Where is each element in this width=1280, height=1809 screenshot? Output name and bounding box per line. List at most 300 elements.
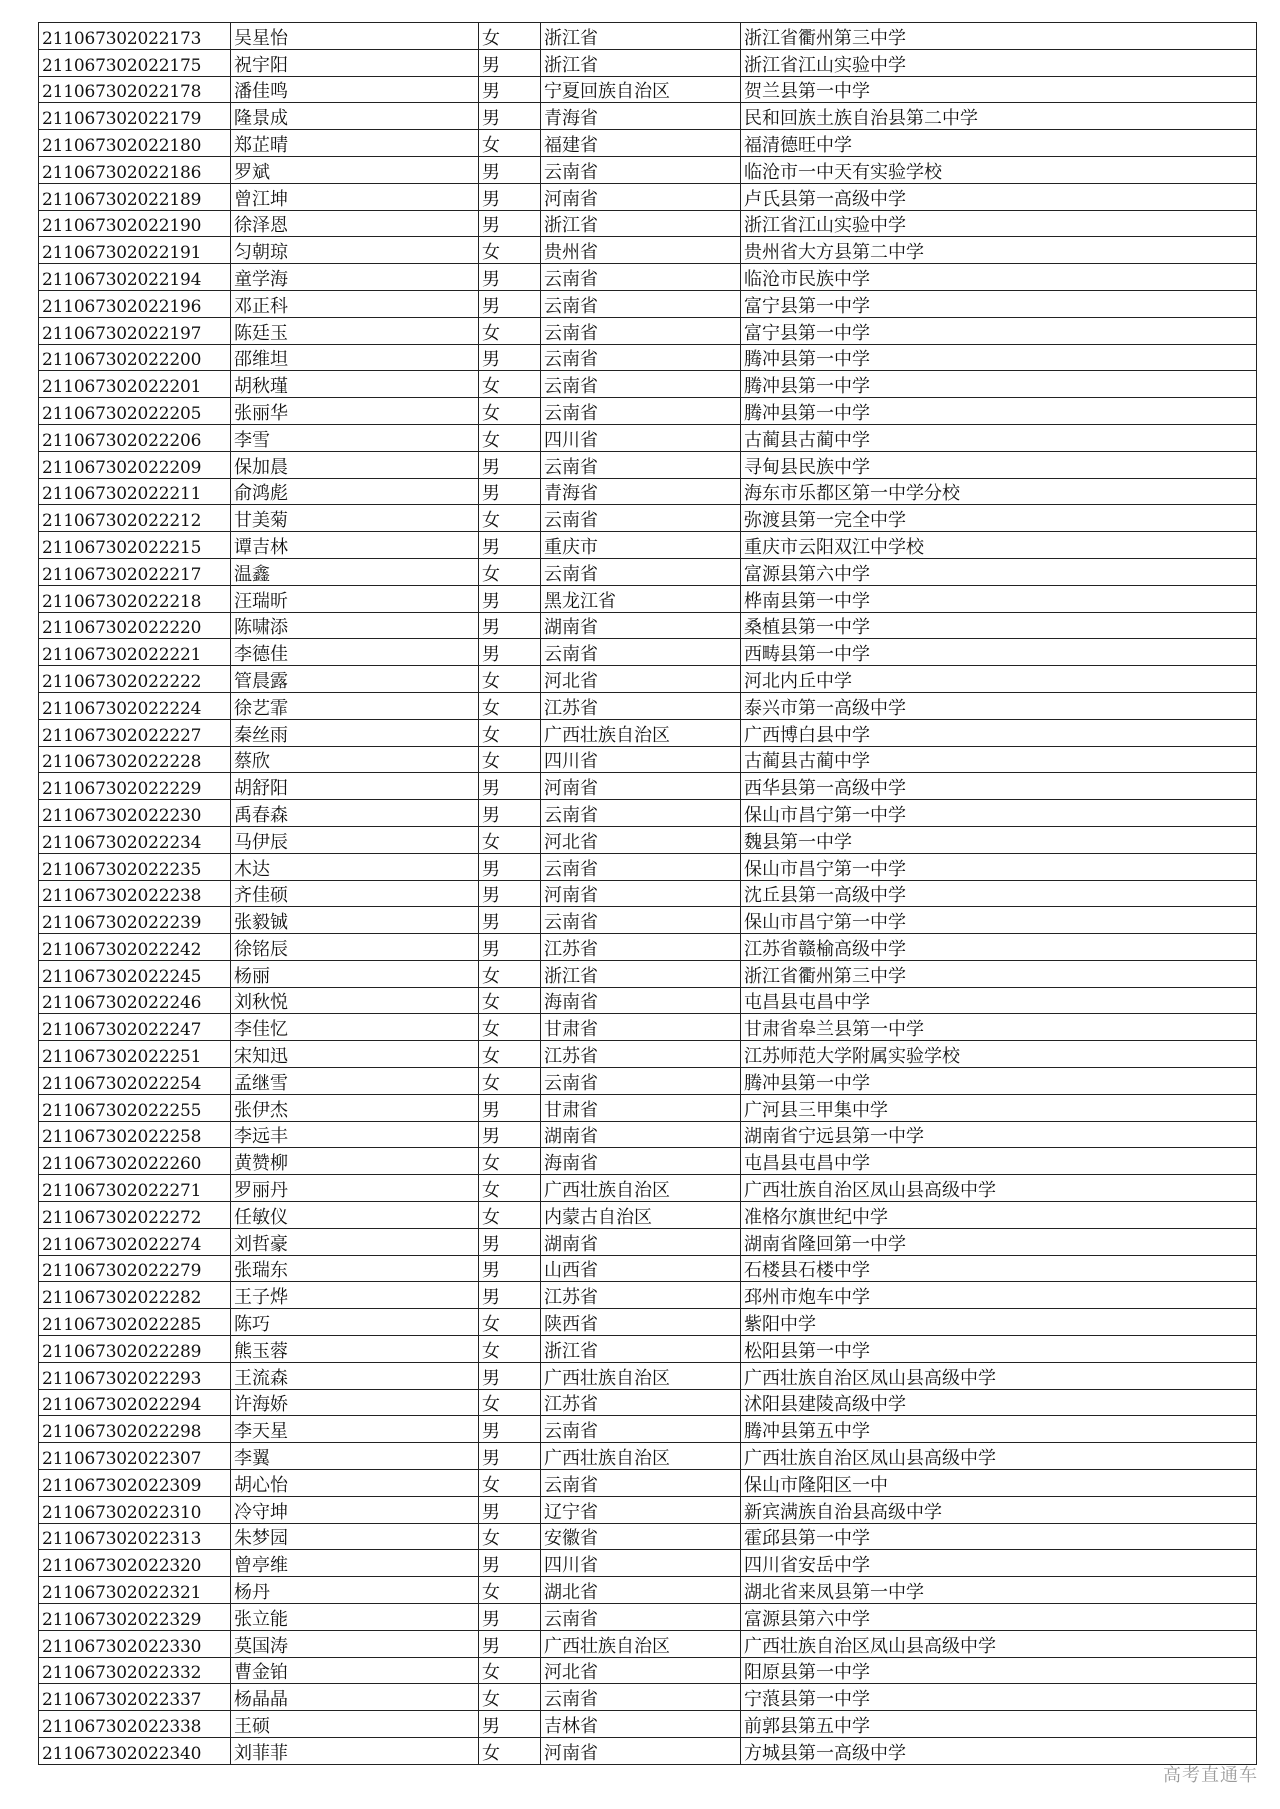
- student-school-cell: 邳州市炮车中学: [741, 1282, 1257, 1309]
- table-row: [39, 1068, 1257, 1095]
- table-row: [39, 1523, 1257, 1550]
- student-name-cell: 李佳忆: [231, 1014, 479, 1041]
- student-name-cell: 杨丹: [231, 1577, 479, 1604]
- table-row: [39, 1443, 1257, 1470]
- student-name-cell: 刘哲豪: [231, 1228, 479, 1255]
- student-id-cell: 211067302022329: [39, 1604, 231, 1631]
- student-gender-cell: 男: [479, 907, 541, 934]
- student-gender-cell: 女: [479, 1041, 541, 1068]
- student-province-cell: 浙江省: [541, 23, 741, 50]
- student-province-cell: 甘肃省: [541, 1014, 741, 1041]
- student-gender-cell: 女: [479, 987, 541, 1014]
- student-id-cell: 211067302022258: [39, 1121, 231, 1148]
- student-name-cell: 刘秋悦: [231, 987, 479, 1014]
- student-province-cell: 陕西省: [541, 1309, 741, 1336]
- student-school-cell: 富宁县第一中学: [741, 290, 1257, 317]
- student-id-cell: 211067302022209: [39, 451, 231, 478]
- student-school-cell: 四川省安岳中学: [741, 1550, 1257, 1577]
- table-row: [39, 853, 1257, 880]
- student-gender-cell: 女: [479, 1738, 541, 1765]
- table-row: [39, 1041, 1257, 1068]
- student-gender-cell: 女: [479, 746, 541, 773]
- student-name-cell: 杨丽: [231, 960, 479, 987]
- student-gender-cell: 男: [479, 1443, 541, 1470]
- table-row: [39, 639, 1257, 666]
- student-id-cell: 211067302022217: [39, 558, 231, 585]
- table-row: [39, 1550, 1257, 1577]
- student-school-cell: 临沧市一中天有实验学校: [741, 156, 1257, 183]
- table-row: [39, 719, 1257, 746]
- student-gender-cell: 男: [479, 76, 541, 103]
- table-row: [39, 1389, 1257, 1416]
- student-province-cell: 云南省: [541, 1068, 741, 1095]
- student-province-cell: 广西壮族自治区: [541, 1175, 741, 1202]
- student-gender-cell: 女: [479, 960, 541, 987]
- student-id-cell: 211067302022330: [39, 1630, 231, 1657]
- student-name-cell: 张立能: [231, 1604, 479, 1631]
- student-province-cell: 河南省: [541, 1738, 741, 1765]
- student-id-cell: 211067302022191: [39, 237, 231, 264]
- student-gender-cell: 女: [479, 1470, 541, 1497]
- student-province-cell: 江苏省: [541, 1041, 741, 1068]
- student-school-cell: 腾冲县第一中学: [741, 371, 1257, 398]
- table-row: [39, 49, 1257, 76]
- student-name-cell: 曾亭维: [231, 1550, 479, 1577]
- student-id-cell: 211067302022255: [39, 1094, 231, 1121]
- student-gender-cell: 女: [479, 1577, 541, 1604]
- roster-body: [39, 23, 1257, 1765]
- student-province-cell: 湖南省: [541, 1121, 741, 1148]
- student-school-cell: 泰兴市第一高级中学: [741, 692, 1257, 719]
- student-gender-cell: 女: [479, 1389, 541, 1416]
- table-row: [39, 478, 1257, 505]
- student-id-cell: 211067302022294: [39, 1389, 231, 1416]
- student-province-cell: 广西壮族自治区: [541, 1630, 741, 1657]
- student-province-cell: 云南省: [541, 156, 741, 183]
- student-id-cell: 211067302022205: [39, 398, 231, 425]
- student-province-cell: 云南省: [541, 451, 741, 478]
- student-province-cell: 海南省: [541, 1148, 741, 1175]
- student-school-cell: 宁蒗县第一中学: [741, 1684, 1257, 1711]
- student-id-cell: 211067302022239: [39, 907, 231, 934]
- student-province-cell: 湖南省: [541, 1228, 741, 1255]
- table-row: [39, 76, 1257, 103]
- student-province-cell: 宁夏回族自治区: [541, 76, 741, 103]
- student-school-cell: 屯昌县屯昌中学: [741, 987, 1257, 1014]
- table-row: [39, 666, 1257, 693]
- student-school-cell: 重庆市云阳双江中学校: [741, 532, 1257, 559]
- student-school-cell: 紫阳中学: [741, 1309, 1257, 1336]
- student-name-cell: 刘菲菲: [231, 1738, 479, 1765]
- student-province-cell: 贵州省: [541, 237, 741, 264]
- student-name-cell: 孟继雪: [231, 1068, 479, 1095]
- student-gender-cell: 女: [479, 130, 541, 157]
- student-id-cell: 211067302022173: [39, 23, 231, 50]
- student-name-cell: 曾江坤: [231, 183, 479, 210]
- table-row: [39, 585, 1257, 612]
- student-school-cell: 保山市隆阳区一中: [741, 1470, 1257, 1497]
- student-name-cell: 杨晶晶: [231, 1684, 479, 1711]
- student-gender-cell: 男: [479, 156, 541, 183]
- student-gender-cell: 男: [479, 451, 541, 478]
- table-row: [39, 1604, 1257, 1631]
- student-province-cell: 湖北省: [541, 1577, 741, 1604]
- student-gender-cell: 男: [479, 344, 541, 371]
- student-school-cell: 古蔺县古蔺中学: [741, 746, 1257, 773]
- student-id-cell: 211067302022309: [39, 1470, 231, 1497]
- student-name-cell: 谭吉林: [231, 532, 479, 559]
- student-school-cell: 新宾满族自治县高级中学: [741, 1496, 1257, 1523]
- student-name-cell: 汪瑞昕: [231, 585, 479, 612]
- student-province-cell: 广西壮族自治区: [541, 1443, 741, 1470]
- student-name-cell: 徐泽恩: [231, 210, 479, 237]
- student-gender-cell: 女: [479, 1175, 541, 1202]
- student-school-cell: 沈丘县第一高级中学: [741, 880, 1257, 907]
- student-name-cell: 张伊杰: [231, 1094, 479, 1121]
- student-province-cell: 云南省: [541, 907, 741, 934]
- student-gender-cell: 男: [479, 800, 541, 827]
- table-row: [39, 156, 1257, 183]
- student-school-cell: 松阳县第一中学: [741, 1336, 1257, 1363]
- student-province-cell: 河北省: [541, 666, 741, 693]
- table-row: [39, 773, 1257, 800]
- student-gender-cell: 男: [479, 210, 541, 237]
- student-name-cell: 禹春森: [231, 800, 479, 827]
- student-school-cell: 弥渡县第一完全中学: [741, 505, 1257, 532]
- student-id-cell: 211067302022189: [39, 183, 231, 210]
- student-id-cell: 211067302022201: [39, 371, 231, 398]
- student-id-cell: 211067302022245: [39, 960, 231, 987]
- student-school-cell: 贺兰县第一中学: [741, 76, 1257, 103]
- student-gender-cell: 女: [479, 1014, 541, 1041]
- student-gender-cell: 男: [479, 478, 541, 505]
- student-school-cell: 腾冲县第一中学: [741, 398, 1257, 425]
- table-row: [39, 1684, 1257, 1711]
- student-name-cell: 张瑞东: [231, 1255, 479, 1282]
- student-school-cell: 石楼县石楼中学: [741, 1255, 1257, 1282]
- student-name-cell: 徐铭辰: [231, 934, 479, 961]
- table-row: [39, 1711, 1257, 1738]
- student-name-cell: 郑芷晴: [231, 130, 479, 157]
- table-row: [39, 183, 1257, 210]
- table-row: [39, 800, 1257, 827]
- student-province-cell: 河北省: [541, 1657, 741, 1684]
- table-row: [39, 210, 1257, 237]
- student-province-cell: 山西省: [541, 1255, 741, 1282]
- student-province-cell: 浙江省: [541, 1336, 741, 1363]
- student-province-cell: 青海省: [541, 103, 741, 130]
- student-id-cell: 211067302022230: [39, 800, 231, 827]
- student-name-cell: 王流森: [231, 1362, 479, 1389]
- student-name-cell: 莫国涛: [231, 1630, 479, 1657]
- student-school-cell: 方城县第一高级中学: [741, 1738, 1257, 1765]
- table-row: [39, 934, 1257, 961]
- student-gender-cell: 男: [479, 1550, 541, 1577]
- student-gender-cell: 男: [479, 585, 541, 612]
- student-name-cell: 秦丝雨: [231, 719, 479, 746]
- student-name-cell: 齐佳硕: [231, 880, 479, 907]
- student-name-cell: 李天星: [231, 1416, 479, 1443]
- student-gender-cell: 男: [479, 853, 541, 880]
- student-school-cell: 广西壮族自治区凤山县高级中学: [741, 1630, 1257, 1657]
- student-id-cell: 211067302022307: [39, 1443, 231, 1470]
- student-gender-cell: 男: [479, 290, 541, 317]
- student-name-cell: 宋知迅: [231, 1041, 479, 1068]
- student-gender-cell: 女: [479, 23, 541, 50]
- student-name-cell: 陈啸添: [231, 612, 479, 639]
- student-province-cell: 辽宁省: [541, 1496, 741, 1523]
- student-gender-cell: 男: [479, 264, 541, 291]
- student-gender-cell: 男: [479, 773, 541, 800]
- student-id-cell: 211067302022298: [39, 1416, 231, 1443]
- student-id-cell: 211067302022313: [39, 1523, 231, 1550]
- student-province-cell: 云南省: [541, 1604, 741, 1631]
- table-row: [39, 398, 1257, 425]
- student-name-cell: 温鑫: [231, 558, 479, 585]
- student-gender-cell: 男: [479, 880, 541, 907]
- student-province-cell: 江苏省: [541, 1389, 741, 1416]
- student-id-cell: 211067302022289: [39, 1336, 231, 1363]
- student-gender-cell: 女: [479, 666, 541, 693]
- student-school-cell: 腾冲县第一中学: [741, 344, 1257, 371]
- student-province-cell: 云南省: [541, 398, 741, 425]
- student-school-cell: 临沧市民族中学: [741, 264, 1257, 291]
- student-gender-cell: 男: [479, 1121, 541, 1148]
- student-gender-cell: 女: [479, 1309, 541, 1336]
- student-province-cell: 广西壮族自治区: [541, 719, 741, 746]
- student-school-cell: 湖南省宁远县第一中学: [741, 1121, 1257, 1148]
- student-school-cell: 保山市昌宁第一中学: [741, 853, 1257, 880]
- student-name-cell: 许海娇: [231, 1389, 479, 1416]
- student-school-cell: 准格尔旗世纪中学: [741, 1202, 1257, 1229]
- student-gender-cell: 女: [479, 398, 541, 425]
- student-id-cell: 211067302022254: [39, 1068, 231, 1095]
- student-id-cell: 211067302022221: [39, 639, 231, 666]
- student-name-cell: 吴星怡: [231, 23, 479, 50]
- student-name-cell: 蔡欣: [231, 746, 479, 773]
- student-name-cell: 罗丽丹: [231, 1175, 479, 1202]
- student-name-cell: 张毅铖: [231, 907, 479, 934]
- student-school-cell: 桑植县第一中学: [741, 612, 1257, 639]
- student-gender-cell: 女: [479, 1523, 541, 1550]
- student-gender-cell: 男: [479, 1282, 541, 1309]
- student-school-cell: 桦南县第一中学: [741, 585, 1257, 612]
- table-row: [39, 532, 1257, 559]
- student-id-cell: 211067302022215: [39, 532, 231, 559]
- student-id-cell: 211067302022320: [39, 1550, 231, 1577]
- student-id-cell: 211067302022227: [39, 719, 231, 746]
- table-row: [39, 1094, 1257, 1121]
- student-id-cell: 211067302022194: [39, 264, 231, 291]
- student-province-cell: 云南省: [541, 800, 741, 827]
- student-province-cell: 四川省: [541, 746, 741, 773]
- student-name-cell: 童学海: [231, 264, 479, 291]
- student-province-cell: 云南省: [541, 558, 741, 585]
- student-school-cell: 海东市乐都区第一中学分校: [741, 478, 1257, 505]
- student-gender-cell: 女: [479, 237, 541, 264]
- student-province-cell: 云南省: [541, 639, 741, 666]
- student-id-cell: 211067302022279: [39, 1255, 231, 1282]
- student-id-cell: 211067302022282: [39, 1282, 231, 1309]
- student-id-cell: 211067302022211: [39, 478, 231, 505]
- student-id-cell: 211067302022222: [39, 666, 231, 693]
- student-id-cell: 211067302022197: [39, 317, 231, 344]
- table-row: [39, 1148, 1257, 1175]
- student-name-cell: 祝宇阳: [231, 49, 479, 76]
- student-province-cell: 广西壮族自治区: [541, 1362, 741, 1389]
- student-gender-cell: 男: [479, 1496, 541, 1523]
- table-row: [39, 1470, 1257, 1497]
- student-id-cell: 211067302022242: [39, 934, 231, 961]
- table-row: [39, 130, 1257, 157]
- table-row: [39, 344, 1257, 371]
- student-province-cell: 福建省: [541, 130, 741, 157]
- table-row: [39, 290, 1257, 317]
- table-row: [39, 1577, 1257, 1604]
- student-school-cell: 浙江省江山实验中学: [741, 49, 1257, 76]
- student-province-cell: 海南省: [541, 987, 741, 1014]
- student-name-cell: 李雪: [231, 424, 479, 451]
- student-province-cell: 青海省: [541, 478, 741, 505]
- student-gender-cell: 男: [479, 1416, 541, 1443]
- student-gender-cell: 女: [479, 371, 541, 398]
- student-school-cell: 西畴县第一中学: [741, 639, 1257, 666]
- student-gender-cell: 女: [479, 1148, 541, 1175]
- student-school-cell: 广西壮族自治区凤山县高级中学: [741, 1443, 1257, 1470]
- student-name-cell: 张丽华: [231, 398, 479, 425]
- student-id-cell: 211067302022235: [39, 853, 231, 880]
- student-province-cell: 云南省: [541, 1470, 741, 1497]
- student-id-cell: 211067302022338: [39, 1711, 231, 1738]
- student-gender-cell: 女: [479, 1336, 541, 1363]
- student-id-cell: 211067302022274: [39, 1228, 231, 1255]
- student-name-cell: 罗斌: [231, 156, 479, 183]
- student-gender-cell: 女: [479, 1684, 541, 1711]
- student-school-cell: 魏县第一中学: [741, 826, 1257, 853]
- student-gender-cell: 女: [479, 692, 541, 719]
- student-id-cell: 211067302022180: [39, 130, 231, 157]
- student-province-cell: 江苏省: [541, 934, 741, 961]
- student-province-cell: 云南省: [541, 1416, 741, 1443]
- table-row: [39, 558, 1257, 585]
- table-row: [39, 907, 1257, 934]
- student-school-cell: 湖北省来凤县第一中学: [741, 1577, 1257, 1604]
- table-row: [39, 692, 1257, 719]
- student-id-cell: 211067302022238: [39, 880, 231, 907]
- table-row: [39, 1255, 1257, 1282]
- student-province-cell: 云南省: [541, 317, 741, 344]
- student-school-cell: 富源县第六中学: [741, 1604, 1257, 1631]
- table-row: [39, 960, 1257, 987]
- student-province-cell: 四川省: [541, 424, 741, 451]
- student-id-cell: 211067302022200: [39, 344, 231, 371]
- table-row: [39, 1336, 1257, 1363]
- student-gender-cell: 女: [479, 1068, 541, 1095]
- student-school-cell: 沭阳县建陵高级中学: [741, 1389, 1257, 1416]
- student-name-cell: 隆景成: [231, 103, 479, 130]
- student-gender-cell: 女: [479, 719, 541, 746]
- table-row: [39, 424, 1257, 451]
- student-gender-cell: 女: [479, 317, 541, 344]
- student-school-cell: 腾冲县第五中学: [741, 1416, 1257, 1443]
- table-row: [39, 1496, 1257, 1523]
- table-row: [39, 1362, 1257, 1389]
- student-province-cell: 云南省: [541, 264, 741, 291]
- student-gender-cell: 男: [479, 1604, 541, 1631]
- student-province-cell: 浙江省: [541, 210, 741, 237]
- table-row: [39, 1202, 1257, 1229]
- student-school-cell: 富源县第六中学: [741, 558, 1257, 585]
- table-row: [39, 746, 1257, 773]
- student-school-cell: 卢氏县第一高级中学: [741, 183, 1257, 210]
- student-gender-cell: 男: [479, 49, 541, 76]
- student-school-cell: 河北内丘中学: [741, 666, 1257, 693]
- student-school-cell: 湖南省隆回第一中学: [741, 1228, 1257, 1255]
- student-id-cell: 211067302022190: [39, 210, 231, 237]
- student-id-cell: 211067302022246: [39, 987, 231, 1014]
- table-row: [39, 1175, 1257, 1202]
- student-name-cell: 马伊辰: [231, 826, 479, 853]
- student-id-cell: 211067302022293: [39, 1362, 231, 1389]
- table-row: [39, 317, 1257, 344]
- student-gender-cell: 女: [479, 505, 541, 532]
- table-row: [39, 1282, 1257, 1309]
- student-province-cell: 云南省: [541, 1684, 741, 1711]
- student-province-cell: 云南省: [541, 344, 741, 371]
- student-province-cell: 河南省: [541, 183, 741, 210]
- student-id-cell: 211067302022186: [39, 156, 231, 183]
- table-row: [39, 826, 1257, 853]
- student-school-cell: 浙江省江山实验中学: [741, 210, 1257, 237]
- table-row: [39, 987, 1257, 1014]
- student-province-cell: 湖南省: [541, 612, 741, 639]
- student-province-cell: 云南省: [541, 371, 741, 398]
- student-name-cell: 黄赞柳: [231, 1148, 479, 1175]
- student-school-cell: 屯昌县屯昌中学: [741, 1148, 1257, 1175]
- student-school-cell: 广西博白县中学: [741, 719, 1257, 746]
- student-id-cell: 211067302022251: [39, 1041, 231, 1068]
- student-name-cell: 管晨露: [231, 666, 479, 693]
- student-school-cell: 广西壮族自治区凤山县高级中学: [741, 1362, 1257, 1389]
- student-province-cell: 河北省: [541, 826, 741, 853]
- student-gender-cell: 男: [479, 1711, 541, 1738]
- table-row: [39, 880, 1257, 907]
- student-name-cell: 胡舒阳: [231, 773, 479, 800]
- student-province-cell: 内蒙古自治区: [541, 1202, 741, 1229]
- student-gender-cell: 男: [479, 612, 541, 639]
- student-id-cell: 211067302022271: [39, 1175, 231, 1202]
- table-row: [39, 505, 1257, 532]
- student-name-cell: 邓正科: [231, 290, 479, 317]
- student-school-cell: 浙江省衢州第三中学: [741, 23, 1257, 50]
- student-province-cell: 云南省: [541, 853, 741, 880]
- table-row: [39, 103, 1257, 130]
- student-gender-cell: 男: [479, 934, 541, 961]
- student-province-cell: 河南省: [541, 880, 741, 907]
- table-row: [39, 1309, 1257, 1336]
- table-row: [39, 1121, 1257, 1148]
- table-row: [39, 1738, 1257, 1765]
- student-id-cell: 211067302022212: [39, 505, 231, 532]
- student-province-cell: 江苏省: [541, 1282, 741, 1309]
- student-province-cell: 安徽省: [541, 1523, 741, 1550]
- student-id-cell: 211067302022228: [39, 746, 231, 773]
- student-gender-cell: 女: [479, 558, 541, 585]
- student-gender-cell: 男: [479, 183, 541, 210]
- student-id-cell: 211067302022178: [39, 76, 231, 103]
- student-name-cell: 任敏仪: [231, 1202, 479, 1229]
- student-name-cell: 胡秋瑾: [231, 371, 479, 398]
